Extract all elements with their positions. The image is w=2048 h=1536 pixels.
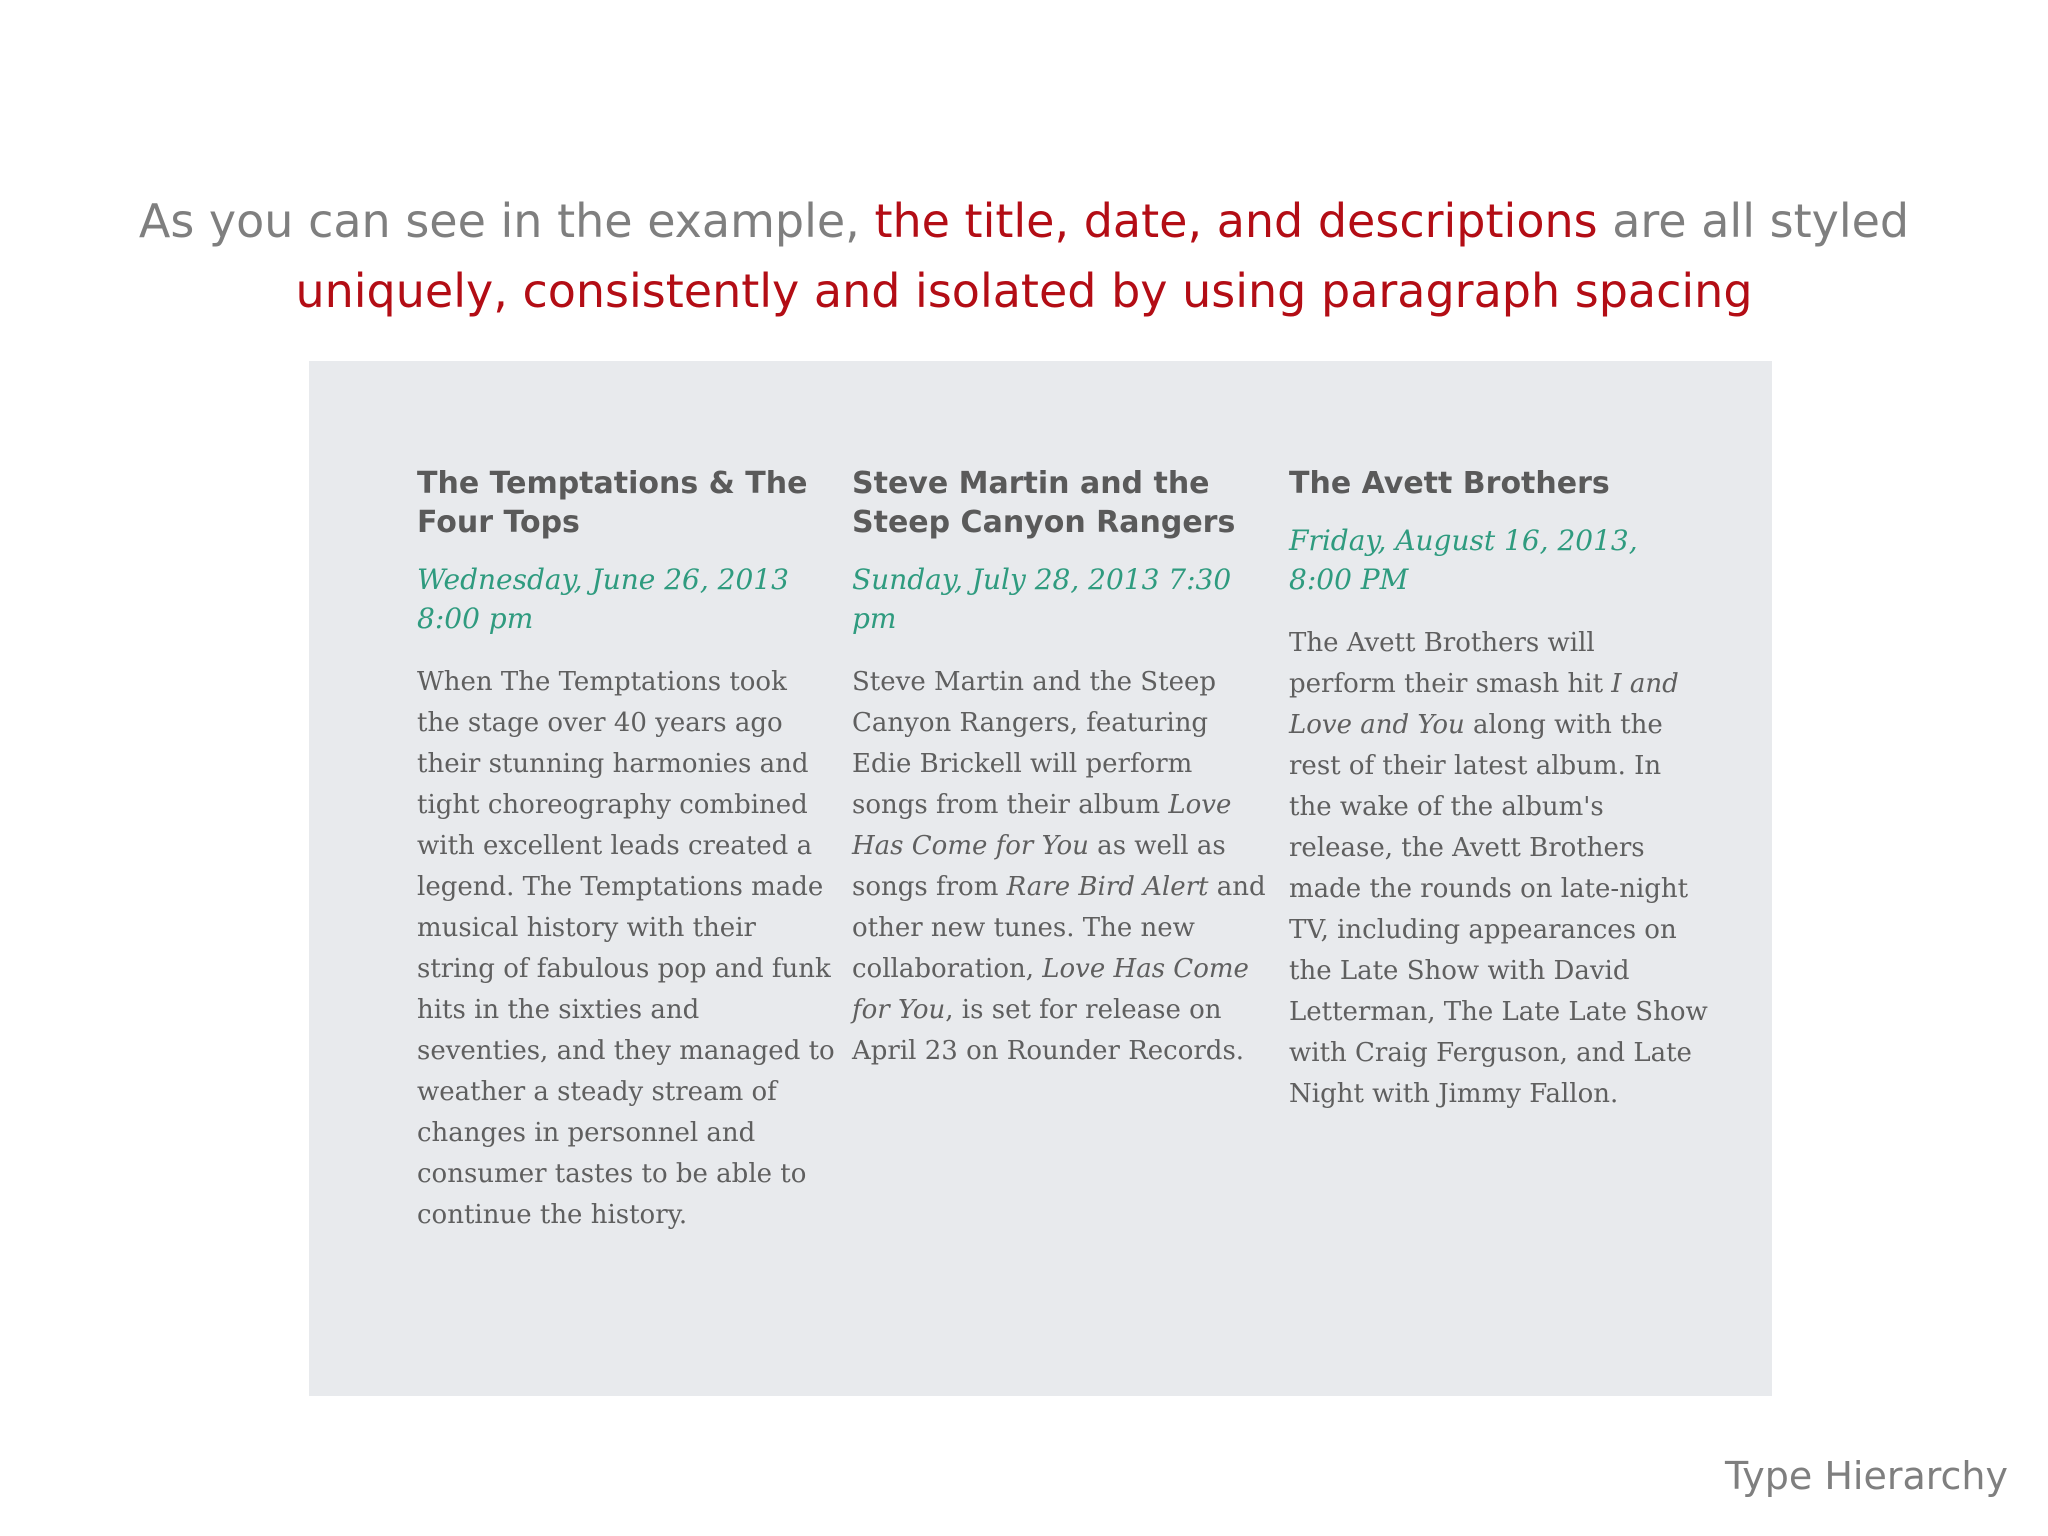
desc-text: , is set for release on April 23 on Rounder Records. bbox=[852, 995, 1245, 1066]
event-title: The Temptations & The Four Tops bbox=[417, 466, 808, 540]
desc-text: and other new tunes. The new collaboration, bbox=[852, 872, 1266, 984]
event-column-avett-brothers bbox=[1289, 464, 1709, 1115]
album-title: Love Has Come for You bbox=[852, 790, 1232, 861]
heading-highlight-1: the title, date, and descriptions bbox=[874, 194, 1598, 248]
event-date: Wednesday, June 26, 2013 8:00 pm bbox=[417, 563, 789, 635]
desc-text: The Avett Brothers will perform their smash hit bbox=[1289, 628, 1612, 699]
heading-text-1: As you can see in the example, bbox=[138, 194, 875, 248]
event-description bbox=[1289, 623, 1709, 1115]
song-title: I and Love and You bbox=[1289, 669, 1679, 740]
album-title: Love Has Come for You bbox=[852, 954, 1249, 1025]
album-title: Rare Bird Alert bbox=[1006, 872, 1209, 902]
event-column-steve-martin bbox=[852, 464, 1272, 1072]
event-title: Steve Martin and the Steep Canyon Rangers bbox=[852, 466, 1236, 540]
desc-text: along with the rest of their latest album. In the wake of the album's release, the Avett Brothers made the rounds on late-night TV, including appearances on the Late Show with David Letterman, The Late Late Show with Craig Ferguson, and Late Night with Jimmy Fallon. bbox=[1289, 710, 1708, 1109]
desc-text: Steve Martin and the Steep Canyon Rangers, featuring Edie Brickell will perform songs from their album bbox=[852, 667, 1216, 820]
heading-text-2: are all styled bbox=[1597, 194, 1910, 248]
footer-label: Type Hierarchy bbox=[1724, 1454, 2008, 1498]
event-title: The Avett Brothers bbox=[1289, 466, 1610, 501]
heading-highlight-2: uniquely, consistently and isolated by using paragraph spacing bbox=[295, 264, 1753, 318]
example-panel bbox=[309, 361, 1772, 1396]
slide-heading bbox=[110, 186, 1938, 326]
event-column-temptations bbox=[417, 464, 837, 1236]
event-description bbox=[852, 662, 1272, 1072]
event-description: When The Temptations took the stage over 40 years ago their stunning harmonies and tight choreography combined with excellent leads created a legend. The Temptations made musical history with their string of fabulous pop and funk hits in the sixties and seventies, and they managed to weather a steady stream of changes in personnel and consumer tastes to be able to continue the history. bbox=[417, 667, 835, 1230]
desc-text: as well as songs from bbox=[852, 831, 1226, 902]
event-date: Sunday, July 28, 2013 7:30 pm bbox=[852, 563, 1232, 635]
event-date: Friday, August 16, 2013, 8:00 PM bbox=[1289, 524, 1638, 596]
